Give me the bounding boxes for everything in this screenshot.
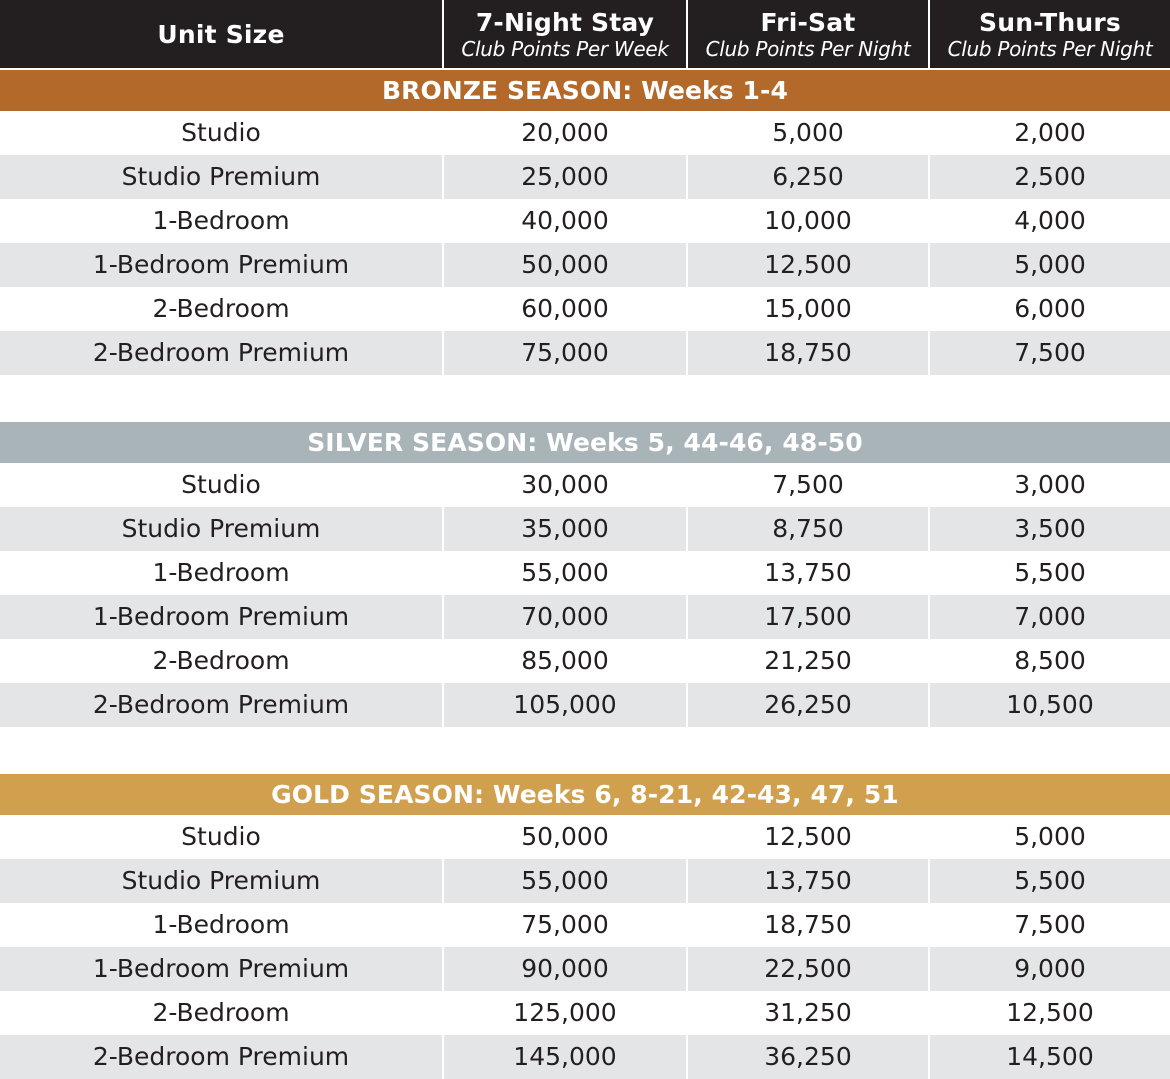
cell-unit-size: 1-Bedroom [0,551,444,595]
header-fri-sat-title: Fri-Sat [760,7,856,37]
cell-seven-night-points: 35,000 [444,507,688,551]
cell-fri-sat-points: 12,500 [688,815,930,859]
cell-fri-sat-points: 22,500 [688,947,930,991]
table-row [0,1035,1170,1079]
cell-fri-sat-points: 6,250 [688,155,930,199]
cell-unit-size: 2-Bedroom Premium [0,1035,444,1079]
header-unit-size [0,0,444,68]
header-fri-sat-subtitle: Club Points Per Night [705,36,911,61]
cell-unit-size: 2-Bedroom [0,287,444,331]
gold-season-header: GOLD SEASON: Weeks 6, 8-21, 42-43, 47, 51 [0,774,1170,815]
cell-fri-sat-points: 15,000 [688,287,930,331]
cell-fri-sat-points: 18,750 [688,331,930,375]
header-fri-sat [688,0,930,68]
table-row [0,859,1170,903]
cell-unit-size: Studio Premium [0,155,444,199]
cell-fri-sat-points: 36,250 [688,1035,930,1079]
cell-sun-thurs-points: 12,500 [1006,998,1094,1027]
cell-sun-thurs-points: 8,500 [1014,646,1086,675]
bronze-season-header: BRONZE SEASON: Weeks 1-4 [0,70,1170,111]
cell-seven-night-points: 25,000 [444,155,688,199]
cell-seven-night-points: 60,000 [444,287,688,331]
cell-unit-size: 1-Bedroom Premium [0,595,444,639]
cell-seven-night-points: 55,000 [444,859,688,903]
section-spacer [0,375,1170,422]
cell-sun-thurs-points: 14,500 [1006,1042,1094,1071]
cell-fri-sat-points: 17,500 [688,595,930,639]
cell-unit-size: 2-Bedroom Premium [0,331,444,375]
cell-sun-thurs-points: 5,500 [1014,558,1086,587]
cell-fri-sat-points: 8,750 [688,507,930,551]
cell-unit-size: Studio Premium [0,859,444,903]
cell-seven-night-points: 50,000 [444,243,688,287]
table-row [0,199,1170,243]
section-spacer [0,727,1170,774]
cell-sun-thurs-points: 2,000 [1014,118,1086,147]
cell-unit-size: 1-Bedroom [0,199,444,243]
cell-fri-sat-points: 21,250 [688,639,930,683]
cell-sun-thurs-points: 7,500 [1014,910,1086,939]
table-row [0,463,1170,507]
cell-sun-thurs-points: 3,000 [1014,470,1086,499]
table-row [0,287,1170,331]
season-sections [0,70,1170,1079]
cell-unit-size: 2-Bedroom [0,991,444,1035]
cell-unit-size: Studio [0,111,444,155]
cell-fri-sat-points: 13,750 [688,859,930,903]
cell-unit-size: Studio [0,463,444,507]
table-row [0,947,1170,991]
cell-seven-night-points: 145,000 [444,1035,688,1079]
cell-sun-thurs-points: 7,000 [1014,602,1086,631]
table-row [0,551,1170,595]
table-row [0,331,1170,375]
cell-fri-sat-points: 12,500 [688,243,930,287]
cell-seven-night-points: 20,000 [444,111,688,155]
cell-unit-size: 1-Bedroom Premium [0,947,444,991]
cell-sun-thurs-points: 5,500 [1014,866,1086,895]
cell-sun-thurs-points: 10,500 [1006,690,1094,719]
cell-sun-thurs-points: 3,500 [1014,514,1086,543]
header-unit-size-label: Unit Size [157,19,285,49]
cell-seven-night-points: 70,000 [444,595,688,639]
cell-sun-thurs-points: 5,000 [1014,250,1086,279]
header-sun-thurs-title: Sun-Thurs [979,7,1121,37]
header-seven-night-subtitle: Club Points Per Week [461,36,669,61]
cell-unit-size: Studio Premium [0,507,444,551]
cell-sun-thurs-points: 6,000 [1014,294,1086,323]
header-seven-night-stay [444,0,688,68]
cell-fri-sat-points: 26,250 [688,683,930,727]
table-row [0,683,1170,727]
table-row [0,991,1170,1035]
cell-fri-sat-points: 7,500 [688,463,930,507]
cell-seven-night-points: 75,000 [444,331,688,375]
cell-sun-thurs-points: 4,000 [1014,206,1086,235]
cell-fri-sat-points: 5,000 [688,111,930,155]
table-row [0,903,1170,947]
cell-sun-thurs-points: 7,500 [1014,338,1086,367]
table-row [0,243,1170,287]
table-row [0,639,1170,683]
cell-unit-size: 1-Bedroom Premium [0,243,444,287]
silver-season-header: SILVER SEASON: Weeks 5, 44-46, 48-50 [0,422,1170,463]
table-row [0,111,1170,155]
cell-fri-sat-points: 10,000 [688,199,930,243]
cell-fri-sat-points: 13,750 [688,551,930,595]
cell-seven-night-points: 30,000 [444,463,688,507]
cell-seven-night-points: 40,000 [444,199,688,243]
cell-seven-night-points: 85,000 [444,639,688,683]
table-row [0,155,1170,199]
cell-seven-night-points: 50,000 [444,815,688,859]
cell-seven-night-points: 55,000 [444,551,688,595]
header-sun-thurs [930,0,1170,68]
cell-unit-size: Studio [0,815,444,859]
cell-unit-size: 2-Bedroom [0,639,444,683]
cell-unit-size: 1-Bedroom [0,903,444,947]
cell-sun-thurs-points: 2,500 [1014,162,1086,191]
cell-seven-night-points: 75,000 [444,903,688,947]
header-sun-thurs-subtitle: Club Points Per Night [947,36,1153,61]
cell-fri-sat-points: 18,750 [688,903,930,947]
cell-seven-night-points: 90,000 [444,947,688,991]
table-row [0,507,1170,551]
header-seven-night-title: 7-Night Stay [475,7,655,37]
cell-unit-size: 2-Bedroom Premium [0,683,444,727]
cell-sun-thurs-points: 9,000 [1014,954,1086,983]
cell-fri-sat-points: 31,250 [688,991,930,1035]
table-row [0,595,1170,639]
table-header [0,0,1170,70]
cell-seven-night-points: 105,000 [444,683,688,727]
table-row [0,815,1170,859]
cell-sun-thurs-points: 5,000 [1014,822,1086,851]
cell-seven-night-points: 125,000 [444,991,688,1035]
